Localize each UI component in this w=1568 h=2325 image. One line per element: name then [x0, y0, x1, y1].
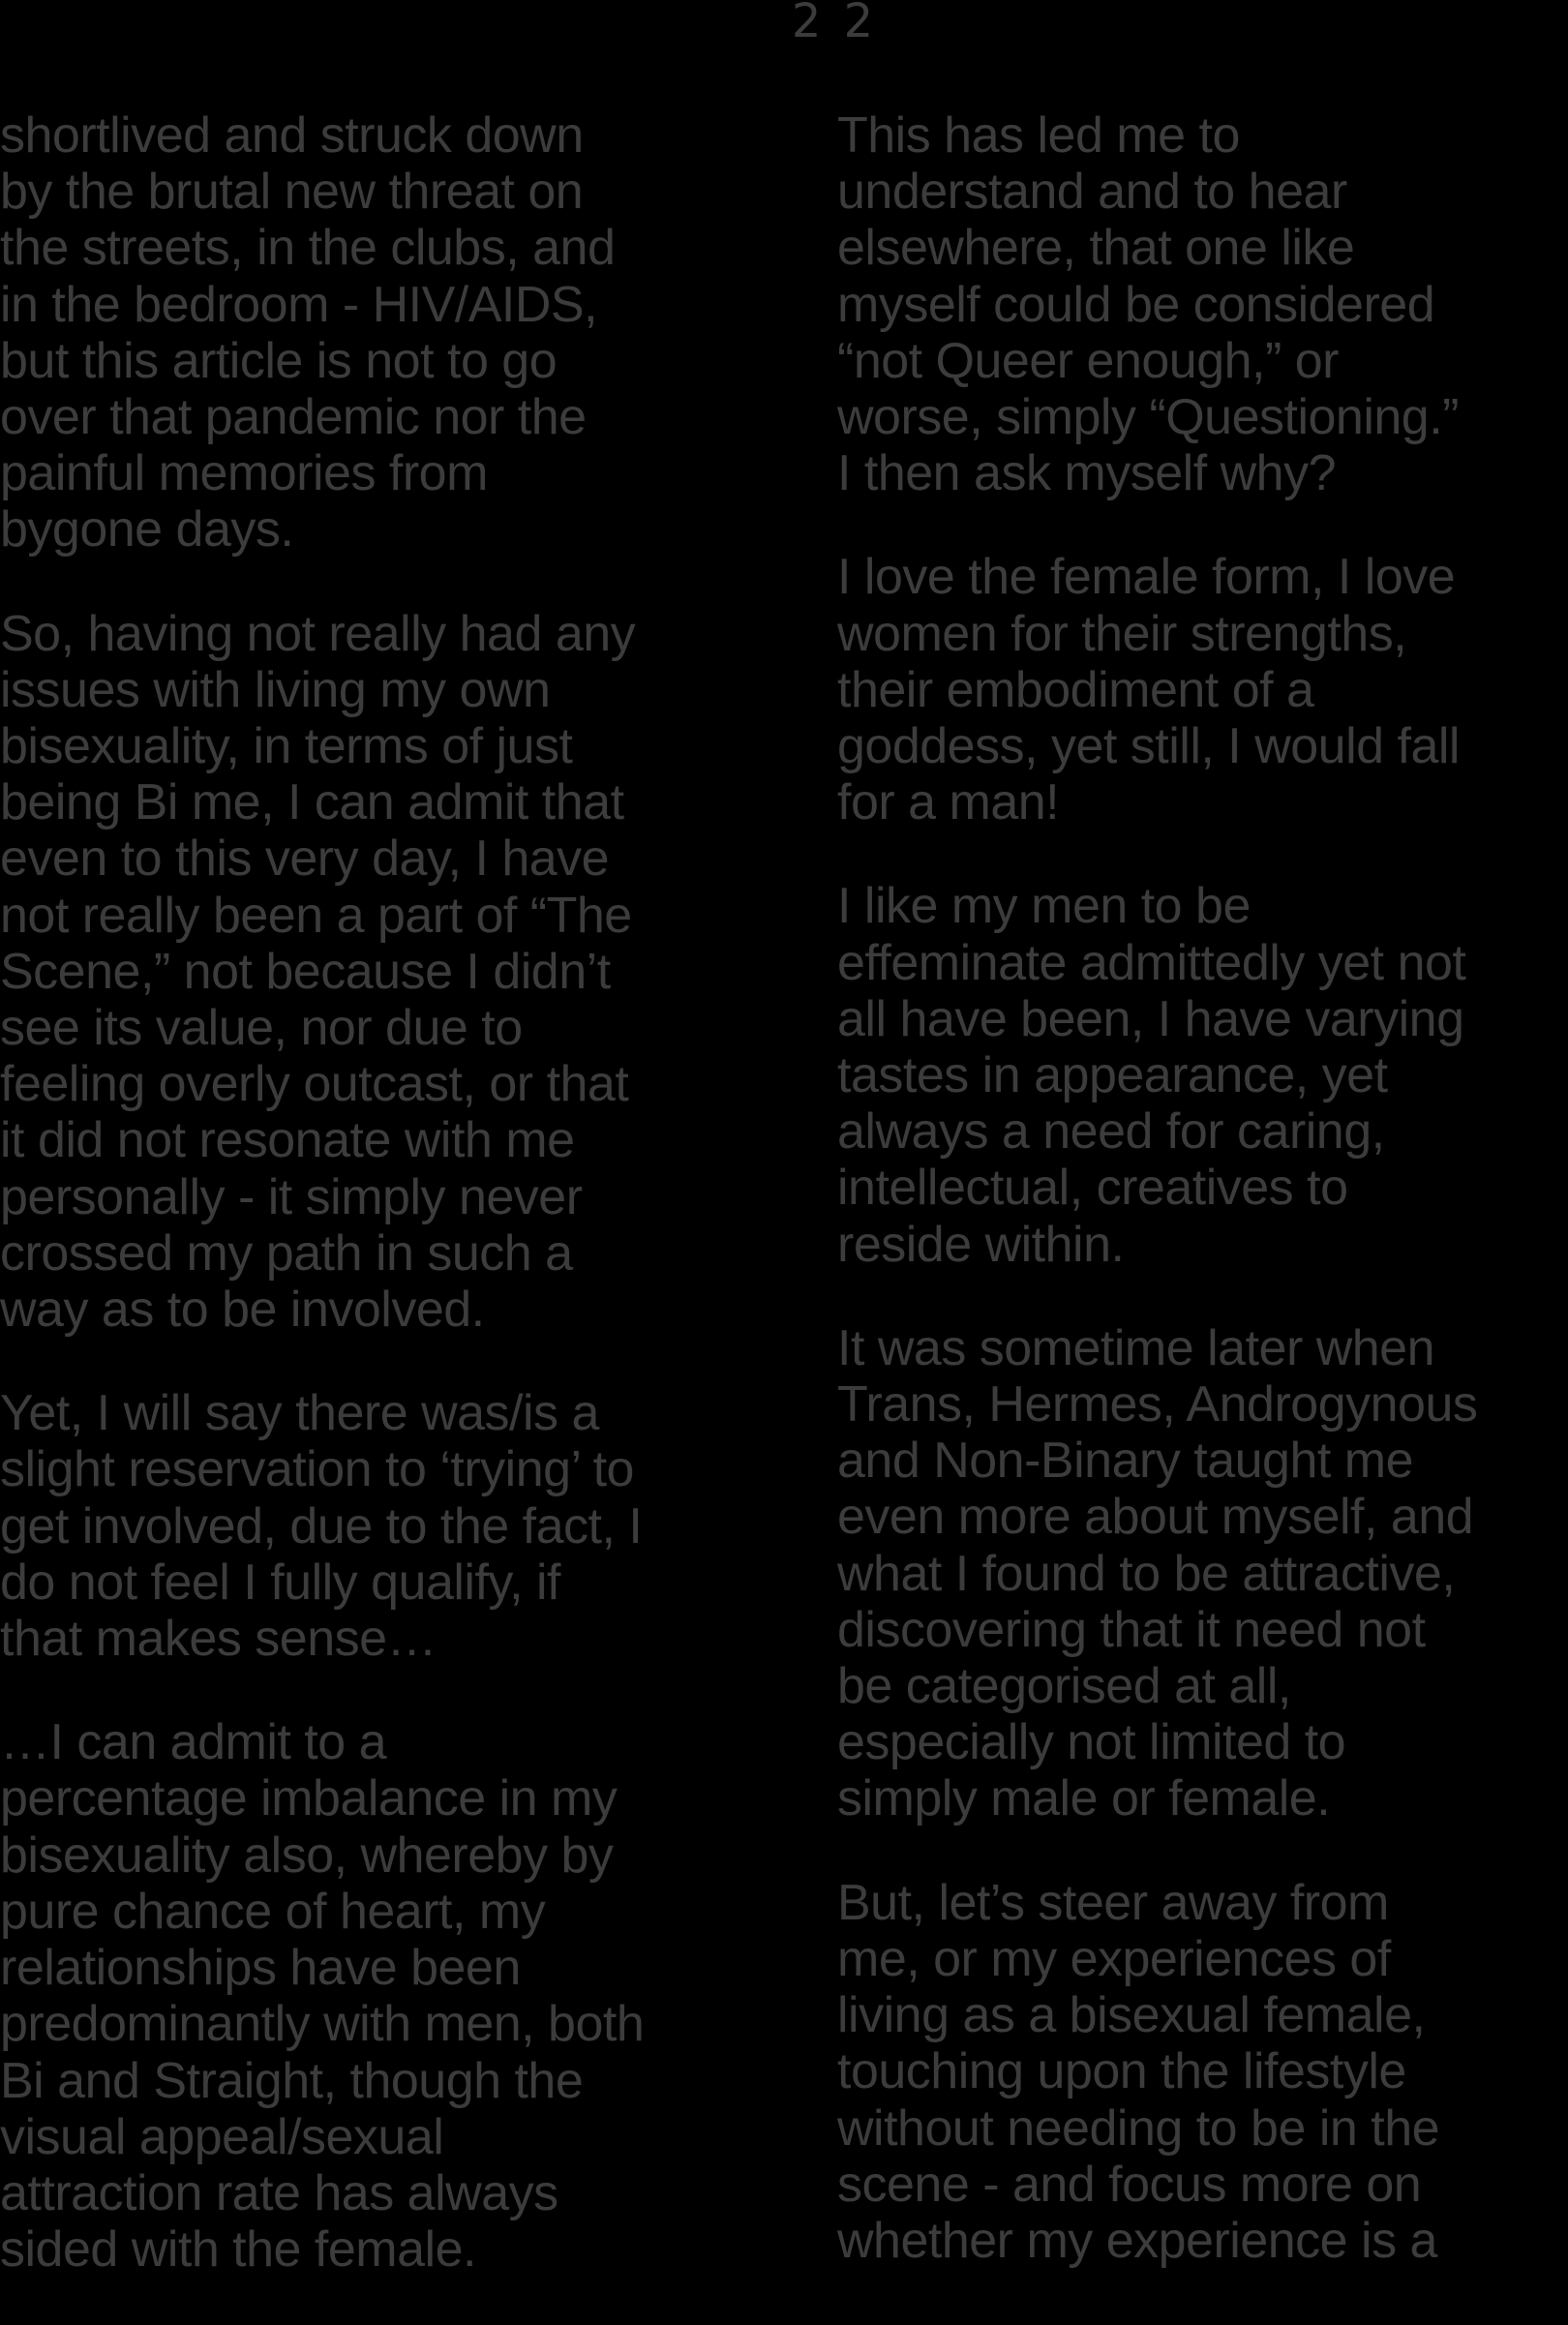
- right-column: [837, 107, 1568, 2316]
- page-number: 2 2: [791, 0, 878, 48]
- paragraph: …I can admit to a percentage imbalance in my bisexuality also, whereby by pure chance of heart, my relationships have been predominantly with men, both Bi and Straight, though the visual appeal/sexual attraction rate has always sided with the female.: [0, 1714, 645, 2279]
- paragraph: shortlived and struck down by the brutal new threat on the streets, in the clubs, and in the bedroom - HIV/AIDS, but this article is not to go over that pandemic nor the painful memories from bygone days.: [0, 107, 616, 559]
- paragraph: Yet, I will say there was/is a slight reservation to ‘trying’ to get involved, due to the fact, I do not feel I fully qualify, if that makes sense…: [0, 1385, 643, 1668]
- paragraph: It was sometime later when Trans, Hermes, Androgynous and Non-Binary taught me even more about myself, and what I found to be attractive, discovering that it need not be categorised at all, especially not limited to simply male or female.: [837, 1319, 1478, 1827]
- paragraph: So, having not really had any issues with living my own bisexuality, in terms of just being Bi me, I can admit that even to this very day, I have not really been a part of “The Scene,” not because I didn’t see its value, nor due to feeling overly outcast, or that it did not resonate with me personally - it simply never crossed my path in such a way as to be involved.: [0, 605, 636, 1339]
- paragraph: This has led me to understand and to hear elsewhere, that one like myself could be considered “not Queer enough,” or worse, simply “Questioning.” I then ask myself why?: [837, 107, 1459, 502]
- paragraph: I like my men to be effeminate admittedly yet not all have been, I have varying tastes in appearance, yet always a need for caring, intellectual, creatives to reside within.: [837, 878, 1466, 1273]
- paragraph: But, let’s steer away from me, or my experiences of living as a bisexual female, touching upon the lifestyle without needing to be in the scene - and focus more on whether my experience is a: [837, 1874, 1440, 2269]
- paragraph: I love the female form, I love women for their strengths, their embodiment of a goddess, yet still, I would fall for a man!: [837, 549, 1460, 831]
- left-column: [0, 107, 745, 2325]
